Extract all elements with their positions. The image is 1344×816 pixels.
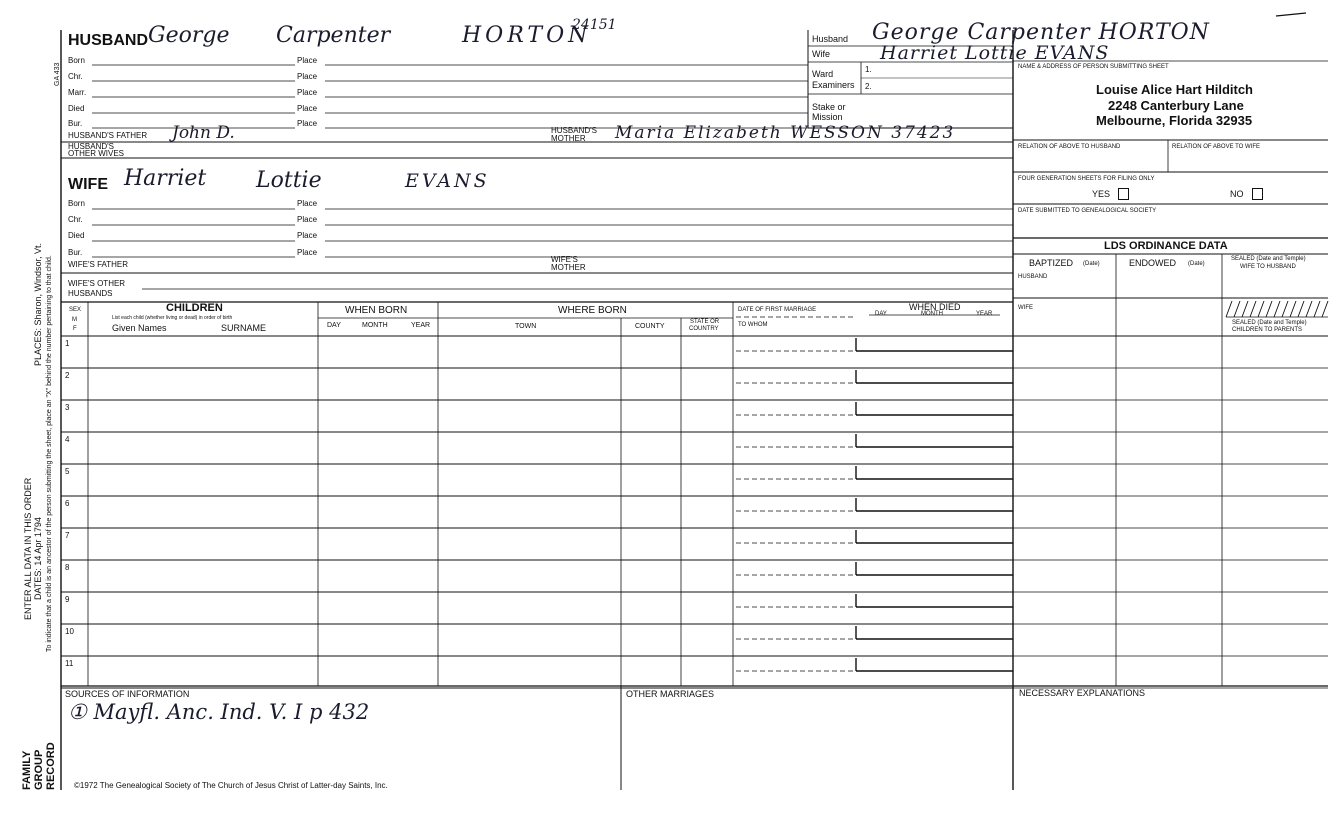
stake-label: Stake or bbox=[812, 102, 846, 112]
four-generation-label: FOUR GENERATION SHEETS FOR FILING ONLY bbox=[1018, 176, 1155, 182]
child-row-number: 7 bbox=[65, 531, 70, 540]
examiner-1: 1. bbox=[865, 65, 872, 74]
died-day-label: DAY bbox=[875, 311, 887, 317]
given-names-label: Given Names bbox=[112, 323, 167, 333]
child-row[interactable] bbox=[61, 434, 1328, 464]
submitter-header: NAME & ADDRESS OF PERSON SUBMITTING SHEET bbox=[1018, 64, 1169, 70]
child-row-number: 10 bbox=[65, 627, 74, 636]
other-marriages-label: OTHER MARRIAGES bbox=[626, 689, 715, 699]
husband-bur-place-label: Place bbox=[297, 119, 318, 128]
wife-other-husbands-label-1: WIFE'S OTHER bbox=[68, 279, 126, 288]
relation-husband-label: RELATION OF ABOVE TO HUSBAND bbox=[1018, 144, 1121, 150]
wife-chr-label: Chr. bbox=[68, 215, 83, 224]
sex-f: F bbox=[73, 326, 77, 332]
surname-label: SURNAME bbox=[221, 323, 267, 333]
relation-wife-label: RELATION OF ABOVE TO WIFE bbox=[1172, 144, 1261, 150]
ward-label: Ward bbox=[812, 69, 834, 79]
child-row[interactable] bbox=[61, 594, 1328, 624]
submitter-city[interactable]: Melbourne, Florida 32935 bbox=[1096, 113, 1253, 128]
children-title: CHILDREN bbox=[166, 302, 223, 314]
state-label-2: COUNTRY bbox=[689, 326, 719, 332]
child-row[interactable] bbox=[61, 530, 1328, 560]
husband-died-label: Died bbox=[68, 104, 85, 113]
child-row-number: 8 bbox=[65, 563, 70, 572]
husband-died-place-label: Place bbox=[297, 104, 318, 113]
husband-given-name[interactable]: George bbox=[148, 23, 230, 48]
child-row-number: 2 bbox=[65, 371, 70, 380]
husband-other-wives-label-1: HUSBAND'S bbox=[68, 142, 114, 151]
endowed-label: ENDOWED bbox=[1129, 258, 1176, 268]
child-row-number: 3 bbox=[65, 403, 70, 412]
husband-middle-name[interactable]: Carpenter bbox=[276, 23, 391, 48]
sources-value[interactable]: ① Mayfl. Anc. Ind. V. I p 432 bbox=[68, 700, 370, 724]
child-row-number: 1 bbox=[65, 339, 70, 348]
form-code: GA 433 bbox=[54, 62, 61, 86]
children-instructions: List each child (whether living or dead) in order of birth bbox=[112, 315, 233, 321]
wife-bur-label: Bur. bbox=[68, 248, 83, 257]
child-row[interactable] bbox=[61, 466, 1328, 496]
group-label: GROUP bbox=[33, 749, 45, 790]
child-row-number: 5 bbox=[65, 467, 70, 476]
ward-husband-value[interactable]: George Carpenter HORTON bbox=[872, 20, 1210, 45]
died-month-label: MONTH bbox=[921, 311, 943, 317]
county-label: COUNTY bbox=[635, 323, 665, 330]
when-born-label: WHEN BORN bbox=[345, 305, 408, 316]
enter-order-note: ENTER ALL DATA IN THIS ORDER bbox=[23, 477, 33, 620]
wife-bur-place-label: Place bbox=[297, 248, 318, 257]
copyright-notice: ©1972 The Genealogical Society of The Church of Jesus Christ of Latter-day Saints, Inc. bbox=[74, 781, 388, 790]
sex-label: SEX bbox=[69, 307, 82, 313]
sealed-children-label-1: SEALED (Date and Temple) bbox=[1232, 320, 1307, 326]
town-label: TOWN bbox=[515, 323, 537, 330]
yes-label: YES bbox=[1092, 189, 1111, 199]
wife-mother-label-2: MOTHER bbox=[551, 263, 586, 272]
child-row[interactable] bbox=[61, 402, 1328, 432]
child-row-number: 11 bbox=[65, 659, 74, 668]
husband-number[interactable]: 24151 bbox=[572, 17, 617, 33]
child-row-number: 6 bbox=[65, 499, 70, 508]
born-year-label: YEAR bbox=[411, 322, 431, 329]
ward-husband-label: Husband bbox=[812, 34, 849, 44]
sources-label: SOURCES OF INFORMATION bbox=[65, 689, 190, 699]
ward-wife-label: Wife bbox=[812, 49, 830, 59]
submitter-street[interactable]: 2248 Canterbury Lane bbox=[1108, 98, 1244, 113]
child-row[interactable] bbox=[61, 498, 1328, 528]
sealed-wife-label-2: WIFE TO HUSBAND bbox=[1240, 264, 1296, 270]
husband-born-label: Born bbox=[68, 56, 85, 65]
child-row[interactable] bbox=[61, 338, 1328, 368]
wife-surname[interactable]: EVANS bbox=[405, 170, 490, 192]
submitter-name[interactable]: Louise Alice Hart Hilditch bbox=[1096, 82, 1253, 97]
husband-marr-place-label: Place bbox=[297, 88, 318, 97]
wife-chr-place-label: Place bbox=[297, 215, 318, 224]
husband-mother-label-2: MOTHER bbox=[551, 134, 586, 143]
endowed-date-label: (Date) bbox=[1188, 261, 1205, 267]
born-month-label: MONTH bbox=[362, 322, 388, 329]
wife-died-label: Died bbox=[68, 231, 85, 240]
to-whom-label: TO WHOM bbox=[738, 322, 768, 328]
husband-bur-label: Bur. bbox=[68, 119, 83, 128]
sealed-wife-label-1: SEALED (Date and Temple) bbox=[1231, 256, 1306, 262]
husband-chr-place-label: Place bbox=[297, 72, 318, 81]
husband-father-label: HUSBAND'S FATHER bbox=[68, 131, 148, 140]
wife-died-place-label: Place bbox=[297, 231, 318, 240]
mission-label: Mission bbox=[812, 112, 843, 122]
child-row-number: 4 bbox=[65, 435, 70, 444]
husband-label: HUSBAND bbox=[68, 32, 148, 49]
necessary-explanations-label: NECESSARY EXPLANATIONS bbox=[1019, 688, 1146, 698]
husband-other-wives-label-2: OTHER WIVES bbox=[68, 149, 125, 158]
wife-mother-label-1: WIFE'S bbox=[551, 255, 578, 264]
no-label: NO bbox=[1230, 189, 1244, 199]
husband-marr-label: Marr. bbox=[68, 88, 87, 97]
child-row[interactable] bbox=[61, 370, 1328, 400]
child-row[interactable] bbox=[61, 562, 1328, 592]
husband-chr-label: Chr. bbox=[68, 72, 83, 81]
sex-m: M bbox=[72, 317, 77, 323]
husband-mother-label-1: HUSBAND'S bbox=[551, 126, 597, 135]
when-died-label: WHEN DIED bbox=[909, 302, 961, 312]
places-note: PLACES: Sharon, Windsor, Vt. bbox=[33, 242, 43, 366]
wife-given-name[interactable]: Harriet bbox=[124, 166, 207, 191]
state-label-1: STATE OR bbox=[690, 319, 720, 325]
ordinance-wife-label: WIFE bbox=[1018, 305, 1033, 311]
husband-mother-value[interactable]: Maria Elizabeth WESSON 37423 bbox=[615, 123, 956, 143]
husband-born-place-label: Place bbox=[297, 56, 318, 65]
wife-label: WIFE bbox=[68, 176, 108, 193]
yes-checkbox[interactable] bbox=[1118, 188, 1129, 200]
ward-wife-value[interactable]: Harriet Lottie EVANS bbox=[880, 42, 1110, 64]
wife-middle-name[interactable]: Lottie bbox=[256, 168, 322, 193]
husband-father-value[interactable]: John D. bbox=[172, 123, 235, 143]
examiners-label: Examiners bbox=[812, 80, 855, 90]
child-row[interactable] bbox=[61, 658, 1328, 688]
baptized-label: BAPTIZED bbox=[1029, 258, 1074, 268]
wife-other-husbands-label-2: HUSBANDS bbox=[68, 289, 113, 298]
where-born-label: WHERE BORN bbox=[558, 305, 627, 316]
first-marriage-label: DATE OF FIRST MARRIAGE bbox=[738, 307, 817, 313]
date-submitted-label: DATE SUBMITTED TO GENEALOGICAL SOCIETY bbox=[1018, 208, 1157, 214]
ordinance-husband-label: HUSBAND bbox=[1018, 274, 1048, 280]
family-label: FAMILY bbox=[21, 750, 33, 790]
child-row-number: 9 bbox=[65, 595, 70, 604]
record-label: RECORD bbox=[45, 742, 57, 790]
died-year-label: YEAR bbox=[976, 311, 993, 317]
child-row[interactable] bbox=[61, 626, 1328, 656]
ordinance-title: LDS ORDINANCE DATA bbox=[1104, 240, 1228, 252]
child-ancestor-note: To indicate that a child is an ancestor of the person submitting the sheet, place an "X" behind the number pertaining to that child. bbox=[46, 255, 53, 652]
dates-note: DATES: 14 Apr 1794 bbox=[33, 517, 43, 600]
no-checkbox[interactable] bbox=[1252, 188, 1263, 200]
examiner-2: 2. bbox=[865, 82, 872, 91]
wife-born-label: Born bbox=[68, 199, 85, 208]
born-day-label: DAY bbox=[327, 322, 341, 329]
wife-father-label: WIFE'S FATHER bbox=[68, 260, 129, 269]
husband-surname[interactable]: HORTON bbox=[462, 23, 592, 48]
baptized-date-label: (Date) bbox=[1083, 261, 1100, 267]
wife-born-place-label: Place bbox=[297, 199, 318, 208]
sealed-children-label-2: CHILDREN TO PARENTS bbox=[1232, 327, 1303, 333]
